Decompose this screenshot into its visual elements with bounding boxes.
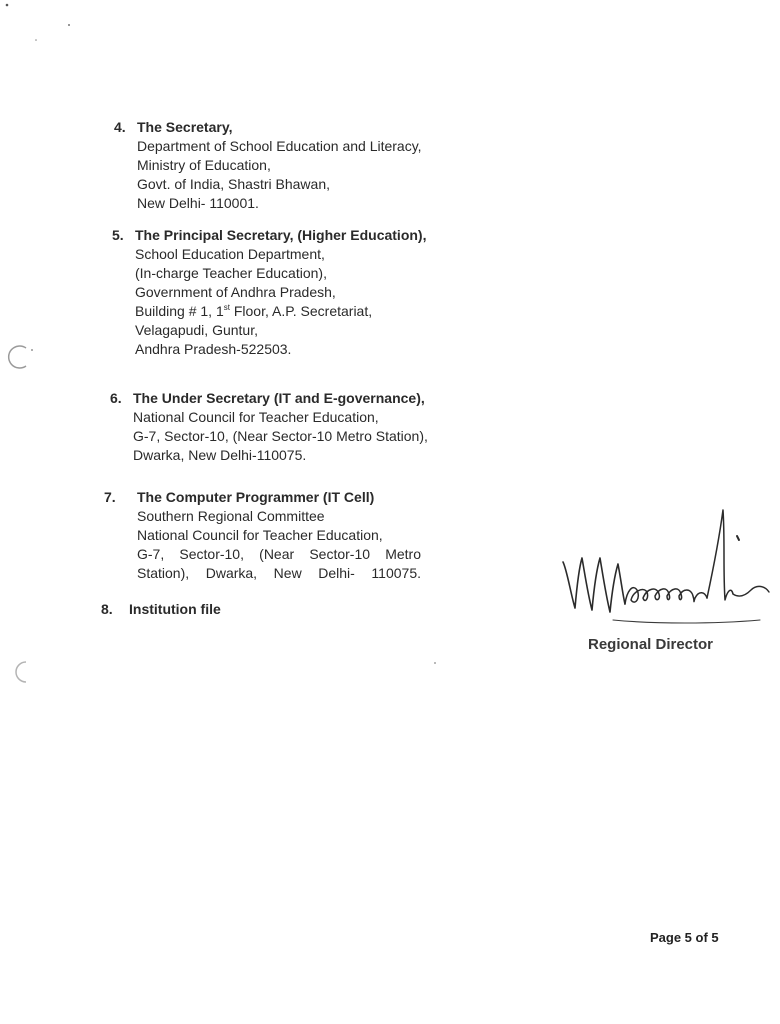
item-number: 5. — [112, 227, 124, 243]
address-line: Government of Andhra Pradesh, — [135, 284, 336, 300]
address-line: Ministry of Education, — [137, 157, 271, 173]
address-line: Department of School Education and Literacy, — [137, 138, 422, 154]
address-line: School Education Department, — [135, 246, 325, 262]
address-line: New Delhi- 110001. — [137, 195, 259, 211]
scan-specks — [0, 0, 80, 60]
page-number: Page 5 of 5 — [650, 930, 719, 945]
address-line: National Council for Teacher Education, — [137, 527, 383, 543]
address-line: Andhra Pradesh-522503. — [135, 341, 292, 357]
recipient-title: The Secretary, — [137, 119, 233, 135]
ordinal-superscript: st — [223, 303, 230, 312]
punch-hole-top — [2, 336, 42, 376]
signature — [555, 500, 775, 630]
address-line: Velagapudi, Guntur, — [135, 322, 258, 338]
address-line: Dwarka, New Delhi-110075. — [133, 447, 307, 463]
recipient-title: Institution file — [129, 601, 221, 617]
scan-dot — [432, 660, 438, 666]
address-line: Govt. of India, Shastri Bhawan, — [137, 176, 330, 192]
address-line: (In-charge Teacher Education), — [135, 265, 327, 281]
address-line — [135, 302, 426, 321]
recipient-title: The Computer Programmer (IT Cell) — [137, 489, 375, 505]
address-text: Floor, A.P. Secretariat, — [229, 303, 373, 319]
item-number: 4. — [114, 119, 126, 135]
item-number: 6. — [110, 390, 122, 406]
item-number: 8. — [101, 601, 113, 617]
address-line: G-7, Sector-10, (Near Sector-10 Metro — [137, 546, 421, 562]
address-line: Station), Dwarka, New Delhi- 110075. — [137, 565, 421, 581]
address-text: Building # 1, 1 — [135, 303, 224, 319]
punch-hole-bottom — [0, 650, 40, 690]
signatory-designation: Regional Director — [588, 636, 714, 653]
address-line: G-7, Sector-10, (Near Sector-10 Metro Station), — [133, 428, 428, 444]
address-line: Southern Regional Committee — [137, 508, 325, 524]
recipient-title: The Under Secretary (IT and E-governance), — [133, 390, 425, 406]
item-number: 7. — [104, 489, 116, 505]
address-line: National Council for Teacher Education, — [133, 409, 379, 425]
recipient-title: The Principal Secretary, (Higher Education), — [135, 227, 427, 243]
